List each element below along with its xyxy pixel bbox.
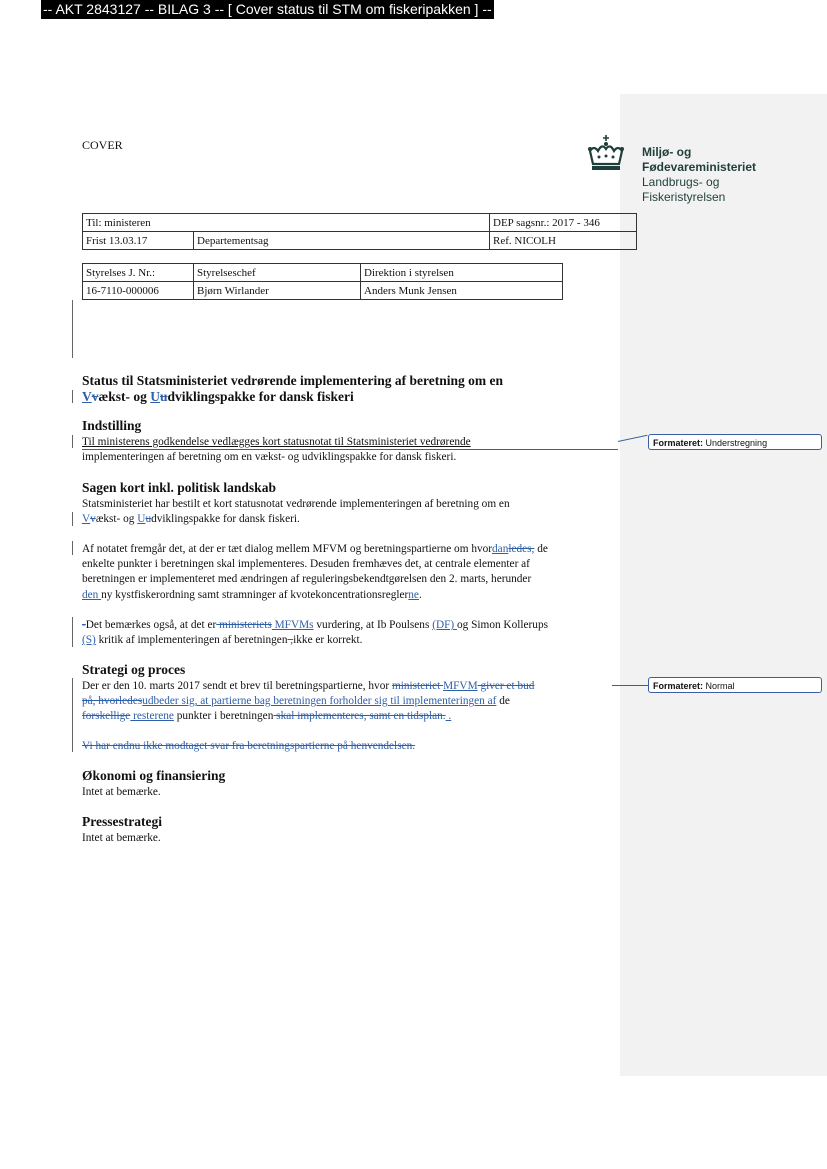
comment-margin-pane [620,94,827,1076]
change-bar [72,617,73,647]
deletion: - [82,619,86,631]
deletion: ministeriets [216,619,272,631]
comment-connector [612,685,648,686]
deletion: , [287,634,294,647]
heading-sagen: Sagen kort inkl. politisk landskab [82,480,276,495]
deletion: v [90,513,96,526]
insertion: V [82,389,92,404]
ministry-line-1: Miljø- og [642,145,692,159]
paragraph-text: kritik af implementeringen af beretningen [95,634,288,647]
insertion: V [82,513,91,526]
reference-cell: Ref. NICOLH [490,232,637,250]
title-text: dviklingspakke for dansk fiskeri [167,389,354,404]
heading-presse: Pressestrategi [82,814,162,829]
strategi-paragraph-1 [82,679,617,725]
agency-info-table [82,263,563,300]
ministry-name [642,145,756,205]
title-text: ækst- og [98,389,151,404]
insertion: udbeder sig, at partierne bag beretningen forholder sig til implementeringen af [142,695,497,708]
insertion: U [137,513,146,526]
insertion: den [82,588,102,601]
change-bar [72,435,73,448]
deletion: Vi har endnu ikke modtaget svar fra beretningspartierne på henvendelsen. [82,740,416,752]
paragraph-text: ækst- og [95,513,138,526]
presse-text: Intet at bemærke. [82,832,161,844]
agency-journal-header: Styrelses J. Nr.: [83,264,194,282]
paragraph-text: enkelte punkter i beretningen skal implementeres. Desuden fremhæves det, at centrale elementer af [82,558,530,571]
deletion: på, hvorledes [82,695,143,708]
comment-connector [82,449,618,450]
case-info-table [82,213,637,250]
ministry-line-3: Landbrugs- og [642,175,720,189]
deletion: ledes, [508,543,535,555]
paragraph-text: . [418,588,422,601]
agency-chief-value: Bjørn Wirlander [194,282,361,300]
paragraph-text: og Simon Kollerups [456,619,548,631]
deletion: skal implementeres, samt en tidsplan. [273,710,446,723]
insertion: dan [492,543,509,555]
insertion: MFVMs [271,619,314,631]
ministry-line-2: Fødevareministeriet [642,160,757,174]
comment-label: Formateret: [653,681,704,691]
insertion: resterene [130,710,174,723]
paragraph-text: ny kystfiskerordning samt stramninger af kvotekoncentrationsregler [101,588,409,601]
heading-okonomi: Økonomi og finansiering [82,768,226,783]
strategi-paragraph-2 [82,739,617,754]
comment-label: Formateret: [653,438,704,448]
deletion: ministeriet [391,680,444,692]
agency-directorate-header: Direktion i styrelsen [361,264,563,282]
sagen-paragraph-2 [82,542,617,603]
ministry-line-4: Fiskeristyrelsen [642,190,726,204]
deletion: u [145,513,152,526]
document-title [82,373,602,405]
deletion: forskellige [82,710,131,723]
deletion: giver et bud [477,680,535,692]
paragraph-text: vurdering, at Ib Poulsens [313,619,433,631]
indstilling-paragraph [82,435,617,465]
paragraph-text: ikke er korrekt. [293,634,363,647]
insertion: U [150,389,161,404]
title-text: Status til Statsministeriet vedrørende implementering af beretning om en [82,373,503,388]
crown-logo-icon [586,133,626,175]
heading-strategi: Strategi og proces [82,662,186,677]
deletion: v [91,389,99,404]
recipient-cell: Til: ministeren [83,214,490,232]
paragraph-text: de [534,543,548,555]
insertion: MFVM [443,680,478,692]
insertion: (S) [82,634,96,647]
insertion: ne [408,588,419,601]
insertion: (DF) [432,619,457,631]
deletion: u [160,389,168,404]
change-bar [72,541,73,555]
document-banner: -- AKT 2843127 -- BILAG 3 -- [ Cover status til STM om fiskeripakken ] -- [43,1,492,17]
agency-journal-value: 16-7110-000006 [83,282,194,300]
comment-text: Understregning [705,438,768,448]
comment-balloon-normal[interactable] [648,677,822,693]
dep-case-number-cell: DEP sagsnr.: 2017 - 346 [490,214,637,232]
paragraph-text: beretningen er implementeret med ændringen af reguleringsbekendtgørelsen den 2. marts, herunder [82,573,532,586]
paragraph-text: Det bemærkes også, at det er [85,619,217,631]
sagen-paragraph-1 [82,497,617,527]
paragraph-text: de [496,695,510,708]
case-type-cell: Departementsag [194,232,490,250]
heading-indstilling: Indstilling [82,418,142,433]
paragraph-text: Til ministerens godkendelse vedlægges kort statusnotat til Statsministeriet vedrørende [82,436,471,448]
change-bar [72,512,73,526]
paragraph-text: Der er den 10. marts 2017 sendt et brev til beretningspartierne, hvor [82,680,392,692]
insertion: . [445,710,452,723]
cover-label: COVER [82,138,123,152]
paragraph-text: Af notatet fremgår det, at der er tæt dialog mellem MFVM og beretningspartierne om hvor [82,543,493,555]
comment-balloon-underline[interactable] [648,434,822,450]
change-bar [72,678,73,752]
change-bar [72,300,73,358]
agency-directorate-value: Anders Munk Jensen [361,282,563,300]
change-bar [72,390,73,403]
agency-chief-header: Styrelseschef [194,264,361,282]
sagen-paragraph-3 [82,618,617,648]
paragraph-text: implementeringen af beretning om en vækst- og udviklingspakke for dansk fiskeri. [82,451,457,464]
comment-text: Normal [705,681,735,691]
okonomi-text: Intet at bemærke. [82,786,161,798]
paragraph-text: Statsministeriet har bestilt et kort statusnotat vedrørende implementeringen af beretning om en [82,498,510,510]
deadline-cell: Frist 13.03.17 [83,232,194,250]
paragraph-text: punkter i beretningen [173,710,274,723]
paragraph-text: dviklingspakke for dansk fiskeri. [151,513,300,526]
